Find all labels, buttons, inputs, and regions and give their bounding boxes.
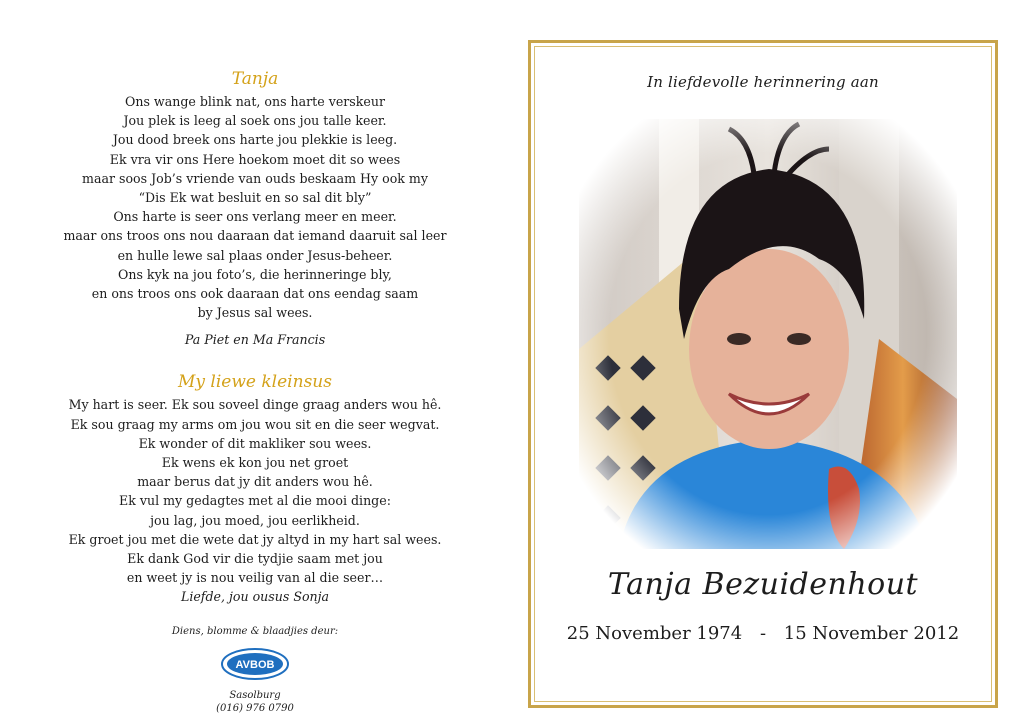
poem-kleinsus <box>40 395 470 587</box>
poem-line: Ek wonder of dit makliker sou wees. <box>138 435 372 451</box>
portrait-photo <box>579 119 957 549</box>
death-date: 15 November 2012 <box>783 623 960 644</box>
poem-line: Ek wens ek kon jou net groet <box>161 455 349 471</box>
poem-title-kleinsus: My liewe kleinsus <box>178 372 332 393</box>
poem-title-tanja: Tanja <box>231 69 279 89</box>
funeral-credit: Diens, blomme & blaadjies deur: <box>171 626 339 638</box>
poem-line: maar berus dat jy dit anders wou hê. <box>137 474 373 490</box>
poem-line: Ons wange blink nat, ons harte verskeur <box>125 94 385 109</box>
poem-tanja <box>40 92 470 322</box>
poems-column <box>40 62 470 715</box>
poem-line: maar soos Job’s vriende van ouds beskaam Hy ook my <box>82 170 428 186</box>
poem-signature-parents: Pa Piet en Ma Francis <box>184 332 326 348</box>
poem-line: Ek sou graag my arms om jou wou sit en die seer wegvat. <box>70 416 440 432</box>
avbob-logo <box>220 647 290 681</box>
phone: (016) 976 0790 <box>216 703 294 715</box>
poem-line: Ek dank God vir die tydjie saam met jou <box>127 551 383 567</box>
date-separator: - <box>759 623 767 644</box>
birth-date: 25 November 1974 <box>566 623 743 644</box>
poem-line: en hulle lewe sal plaas onder Jesus-beheer. <box>117 247 393 263</box>
poem-line: Ek groet jou met die wete dat jy altyd in my hart sal wees. <box>68 531 442 547</box>
life-dates <box>531 623 995 644</box>
poem-line: Ons harte is seer ons verlang meer en meer. <box>113 209 397 225</box>
memorial-card <box>528 40 998 708</box>
logo-text: AVBOB <box>235 659 275 672</box>
poem-line: My hart is seer. Ek sou soveel dinge graag anders wou hê. <box>68 397 442 413</box>
poem-line: by Jesus sal wees. <box>197 305 313 321</box>
location: Sasolburg <box>229 690 281 702</box>
poem-line: Ek vra vir ons Here hoekom moet dit so wees <box>109 151 401 167</box>
memorial-heading: In liefdevolle herinnering aan <box>647 73 879 91</box>
poem-line: Ons kyk na jou foto’s, die herinneringe bly, <box>118 266 392 282</box>
poem-line: Jou plek is leeg al soek ons jou talle keer. <box>123 113 387 129</box>
poem-line: en weet jy is nou veilig van al die seer… <box>126 570 384 586</box>
poem-line: “Dis Ek wat besluit en so sal dit bly” <box>138 190 372 206</box>
poem-signature-sister: Liefde, jou ousus Sonja <box>180 589 330 605</box>
poem-line: Ek vul my gedagtes met al die mooi dinge: <box>119 493 391 509</box>
deceased-name: Tanja Bezuidenhout <box>607 567 919 602</box>
poem-line: Jou dood breek ons harte jou plekkie is leeg. <box>112 132 398 148</box>
poem-line: en ons troos ons ook daaraan dat ons eendag saam <box>91 286 419 302</box>
poem-line: jou lag, jou moed, jou eerlikheid. <box>150 512 360 528</box>
poem-line: maar ons troos ons nou daaraan dat iemand daaruit sal leer <box>63 228 447 244</box>
